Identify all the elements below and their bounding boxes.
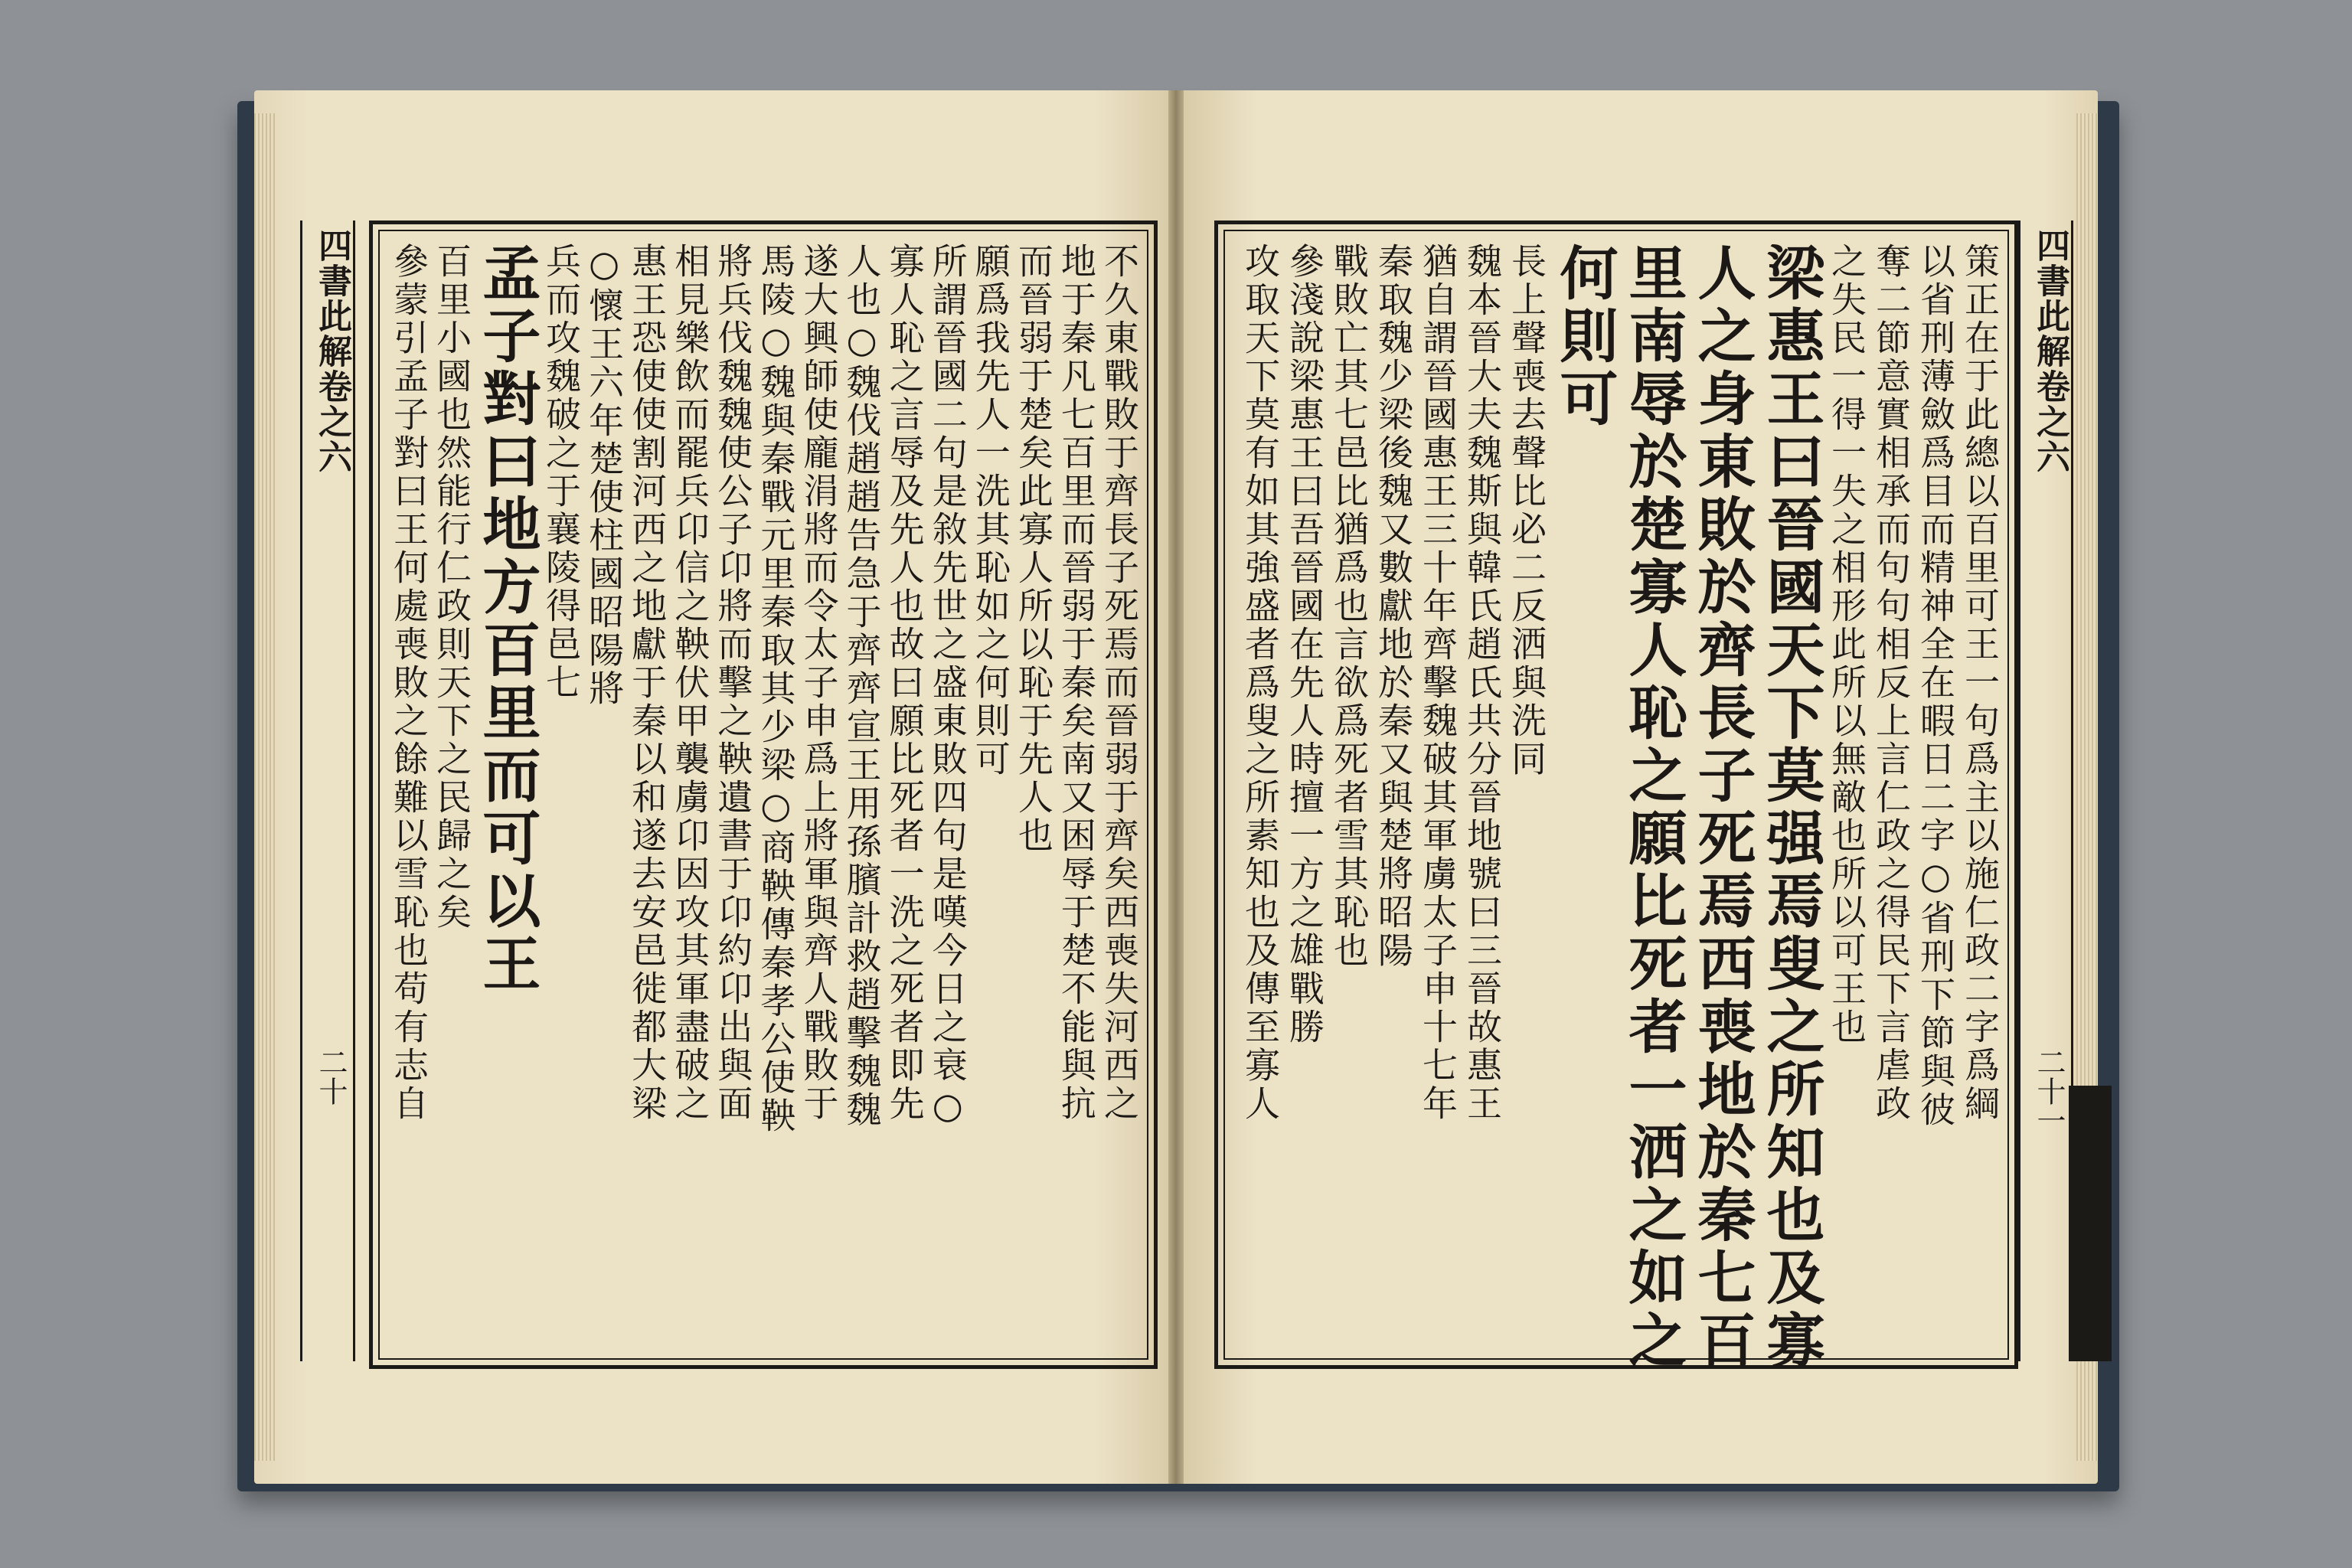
commentary-column: 百里小國也然能行仁政則天下之民歸之矣 xyxy=(431,243,473,932)
commentary-column: 相見樂飲而罷兵卬信之鞅伏甲襲虜卬因攻其軍盡破之 xyxy=(669,243,711,1123)
main-text-column: 里南辱於楚寡人恥之願比死者一洒之如之 xyxy=(1619,243,1687,1373)
commentary-column: 將兵伐魏魏使公子卬將而擊之鞅遺書于卬約卬出與面 xyxy=(712,243,754,1123)
commentary-column: 兵而攻魏破之于襄陵得邑七 xyxy=(540,243,582,702)
commentary-column: 奪二節意實相承而句句相反上言仁政之得民下言虐政 xyxy=(1870,243,1912,1123)
commentary-column: 所謂晉國二句是敘先世之盛東敗四句是嘆今日之衰○ xyxy=(926,243,969,1129)
commentary-column: 遂大興師使龐涓將而令太子申爲上將軍與齊人戰敗于 xyxy=(798,243,840,1123)
commentary-column: 戰敗亡其七邑比猶爲也言欲爲死者雪其恥也 xyxy=(1328,243,1370,970)
commentary-column: 策正在于此總以百里可王一句爲主以施仁政二字爲綱 xyxy=(1959,243,2001,1123)
left-text-columns xyxy=(387,243,1140,1347)
commentary-column: ○懷王六年楚使柱國昭陽將 xyxy=(583,243,626,708)
left-page-fold-margin xyxy=(300,220,355,1361)
right-text-columns xyxy=(1235,243,2001,1373)
commentary-column: 不久東戰敗于齊長子死焉而晉弱于齊矣西喪失河西之 xyxy=(1099,243,1140,1123)
commentary-column: 參淺說梁惠王曰吾晉國在先人時擅一方之雄戰勝 xyxy=(1284,243,1325,1047)
commentary-column: 猶自謂晉國惠王三十年齊擊魏破其軍虜太子申十七年 xyxy=(1417,243,1459,1123)
commentary-column: 寡人恥之言辱及先人也故曰願比死者一洗之死者即先 xyxy=(884,243,926,1123)
black-mouth-bar xyxy=(2069,1086,2112,1361)
commentary-column: 之失民一得一失之相形此所以無敵也所以可王也 xyxy=(1826,243,1867,1047)
commentary-column: 以省刑薄斂爲目而精神全在暇日二字○省刑下節與彼 xyxy=(1915,243,1956,1129)
main-text-column: 何則可 xyxy=(1550,243,1619,431)
main-text-column: 人之身東敗於齊長子死焉西喪地於秦七百 xyxy=(1688,243,1756,1373)
book-gutter xyxy=(1168,90,1184,1484)
main-text-column: 孟子對曰地方百里而可以王 xyxy=(472,243,541,996)
commentary-column: 秦取魏少梁後魏又數獻地於秦又與楚將昭陽 xyxy=(1373,243,1414,970)
commentary-column: 攻取天下莫有如其強盛者爲叟之所素知也及傳至寡人 xyxy=(1240,243,1281,1123)
commentary-column: 長上聲喪去聲比必二反洒與洗同 xyxy=(1506,243,1547,779)
folio-number: 二十一 xyxy=(2032,1047,2066,1135)
commentary-column: 惠王恐使使割河西之地獻于秦以和遂去安邑徙都大梁 xyxy=(626,243,668,1123)
fold-margin-title: 四書此解卷之六 xyxy=(2030,228,2069,475)
commentary-column: 馬陵○魏與秦戰元里秦取其少梁○商鞅傳秦孝公使鞅 xyxy=(755,243,797,1135)
commentary-column: 魏本晉大夫魏斯與韓氏趙氏共分晉地號曰三晉故惠王 xyxy=(1462,243,1503,1123)
main-text-column: 梁惠王曰晉國天下莫强焉叟之所知也及寡 xyxy=(1757,243,1825,1373)
left-page xyxy=(254,90,1168,1484)
right-text-frame xyxy=(1214,220,2018,1373)
open-book xyxy=(243,90,2109,1484)
fold-margin-title: 四書此解卷之六 xyxy=(312,228,351,475)
left-text-frame xyxy=(369,220,1158,1369)
commentary-column: 參蒙引孟子對曰王何處喪敗之餘難以雪恥也苟有志自 xyxy=(387,243,430,1123)
commentary-column: 地于秦凡七百里而晉弱于秦矣南又困辱于楚不能與抗 xyxy=(1055,243,1097,1123)
page-edge xyxy=(254,113,276,1461)
folio-number: 二十 xyxy=(314,1047,348,1106)
commentary-column: 願爲我先人一洗其恥如之何則可 xyxy=(969,243,1011,779)
right-page xyxy=(1184,90,2098,1484)
commentary-column: 人也○魏伐趙趙告急于齊齊宣王用孫臏計救趙擊魏魏 xyxy=(841,243,883,1129)
right-page-fold-margin xyxy=(2018,220,2073,1361)
commentary-column: 而晉弱于楚矣此寡人所以恥于先人也 xyxy=(1012,243,1054,855)
